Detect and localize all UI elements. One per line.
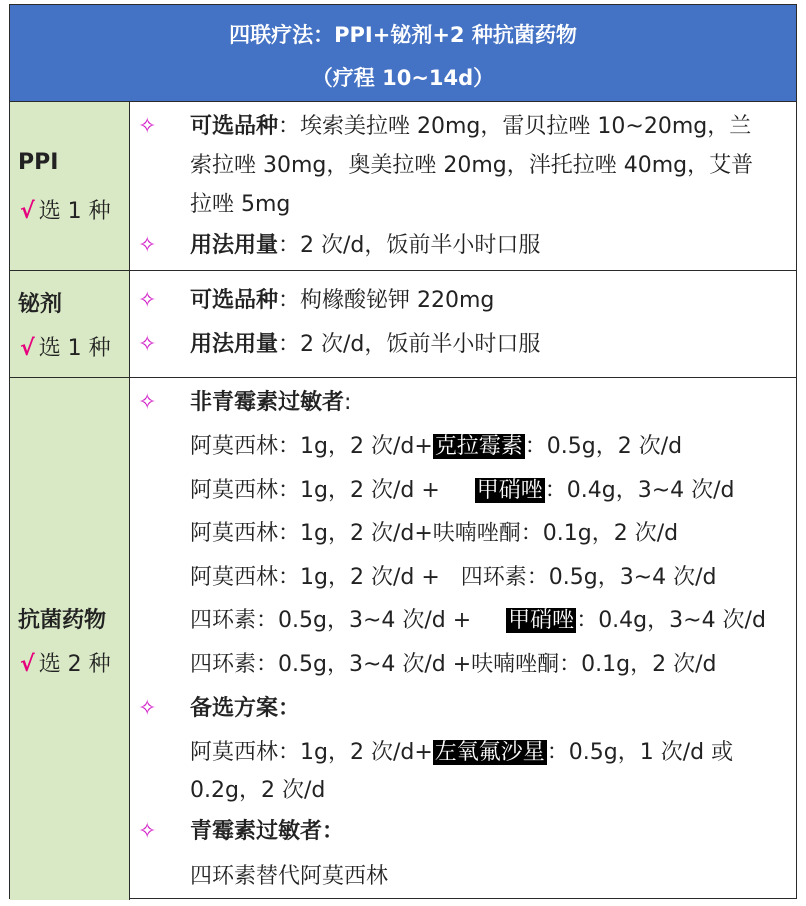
content-line [190,390,351,416]
row-ppi [10,102,796,271]
check-icon: √ [20,336,35,361]
combo-pre: 阿莫西林：1g，2 次/d+ [190,434,433,459]
combo-line [190,434,682,460]
allergic-label: 青霉素过敏者： [190,819,345,844]
usage-label: 用法用量 [190,233,279,258]
combo-post: ：0.4g，3~4 次/d [576,608,766,633]
content-line: 拉唑 5mg [190,192,291,217]
row-name: 铋剂 [18,292,63,317]
colon: : [344,390,352,415]
regimen-table [9,4,797,899]
select-count: 选 2 种 [38,652,111,677]
alt-line: 0.2g，2 次/d [190,778,326,803]
select-count: 选 1 种 [38,199,111,224]
alt-label: 备选方案： [190,696,301,721]
row-bismuth [10,271,796,378]
content-line: 索拉唑 30mg，奥美拉唑 20mg，泮托拉唑 40mg，艾普 [190,153,754,178]
row-label-cell [10,102,130,270]
select-count: 选 1 种 [38,336,111,361]
row-label-cell [10,378,130,900]
combo-line: 四环素：0.5g，3~4 次/d +呋喃唑酮：0.1g，2 次/d [190,652,717,677]
drug-highlight: 克拉霉素 [434,434,523,459]
star-outline-icon: ✧ [138,288,157,313]
usage-text: ：2 次/d，饭前半小时口服 [278,332,541,357]
combo-pre: 四环素：0.5g，3~4 次/d + [190,608,479,633]
table-header [10,5,796,102]
combo-line [190,478,735,504]
content-line [190,332,540,358]
header-course: （疗程 10~14d） [311,66,495,90]
row-antibiotic [10,378,796,900]
row-select [20,194,111,225]
check-icon: √ [20,652,35,677]
combo-pre: 阿莫西林：1g，2 次/d + [190,478,447,503]
drug-highlight: 甲硝唑 [476,478,543,503]
star-outline-icon: ✧ [138,233,157,258]
star-outline-icon: ✧ [138,696,157,721]
options-label: 可选品种 [190,114,279,139]
combo-line: 阿莫西林：1g，2 次/d+呋喃唑酮：0.1g，2 次/d [190,521,679,546]
options-text: ：枸橼酸铋钾 220mg [278,288,495,313]
alt-post: ：0.5g，1 次/d 或 [546,740,734,765]
combo-post: ：0.4g，3~4 次/d [544,478,735,503]
nonallergic-label: 非青霉素过敏者 [190,390,345,415]
combo-line [190,608,766,634]
content-line [190,114,751,140]
allergic-text: 四环素替代阿莫西林 [190,864,389,889]
options-text: ：埃索美拉唑 20mg，雷贝拉唑 10~20mg，兰 [278,114,752,139]
alt-pre: 阿莫西林：1g，2 次/d+ [190,740,433,765]
usage-text: ：2 次/d，饭前半小时口服 [278,233,541,258]
row-select [20,331,111,362]
header-title: 四联疗法：PPI+铋剂+2 种抗菌药物 [229,23,577,47]
row-name: 抗菌药物 [18,608,107,633]
drug-highlight: 甲硝唑 [508,608,575,633]
star-outline-icon: ✧ [138,114,157,139]
drug-highlight: 左氧氟沙星 [434,740,545,765]
combo-post: ：0.5g，2 次/d [524,434,683,459]
row-label-cell [10,271,130,377]
content-line [190,233,540,259]
usage-label: 用法用量 [190,332,279,357]
row-select [20,647,111,678]
check-icon: √ [20,199,35,224]
alt-line [190,740,733,766]
combo-line: 阿莫西林：1g，2 次/d + 四环素：0.5g，3~4 次/d [190,565,717,590]
row-name: PPI [18,150,59,175]
options-label: 可选品种 [190,288,279,313]
star-outline-icon: ✧ [138,332,157,357]
content-line [190,288,494,314]
star-outline-icon: ✧ [138,390,157,415]
star-outline-icon: ✧ [138,819,157,844]
